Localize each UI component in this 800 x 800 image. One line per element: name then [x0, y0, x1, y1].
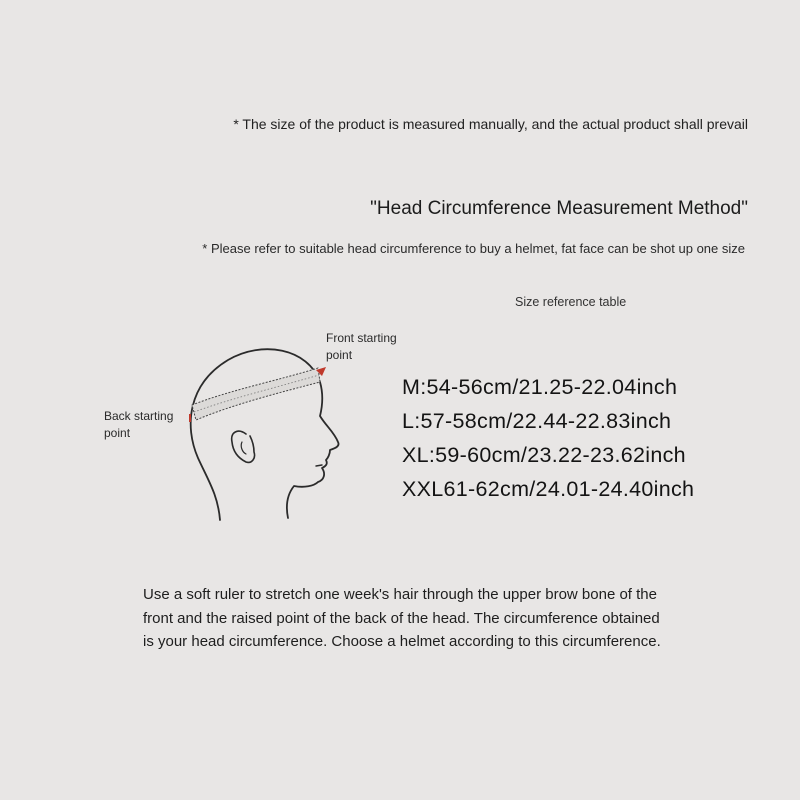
size-row-l: L:57-58cm/22.44-22.83inch: [402, 409, 672, 433]
size-table-caption: Size reference table: [515, 295, 627, 309]
disclaimer-text: * The size of the product is measured manually, and the actual product shall prevail: [233, 116, 748, 132]
size-row-xl: XL:59-60cm/23.22-23.62inch: [402, 443, 686, 467]
back-starting-point-label: Back starting point: [104, 409, 174, 440]
method-title: "Head Circumference Measurement Method": [370, 198, 748, 219]
front-starting-point-label: Front starting point: [326, 331, 397, 362]
ear-shape: [232, 431, 255, 462]
size-reference-list: [402, 370, 694, 506]
size-row-xxl: XXL61-62cm/24.01-24.40inch: [402, 477, 695, 501]
measuring-tape: [192, 368, 320, 420]
ear-inner: [241, 442, 246, 454]
mouth-line: [316, 465, 322, 466]
measurement-instructions: Use a soft ruler to stretch one week's hair through the upper brow bone of the front and the raised point of the back of the head. The circumference obtained is your head circumference. Choose a helmet according to this circumference.: [143, 586, 661, 650]
sizing-advice-text: * Please refer to suitable head circumference to buy a helmet, fat face can be shot up one size: [202, 241, 745, 256]
head-measurement-illustration: [170, 330, 370, 530]
size-row-m: M:54-56cm/21.25-22.04inch: [402, 375, 678, 399]
